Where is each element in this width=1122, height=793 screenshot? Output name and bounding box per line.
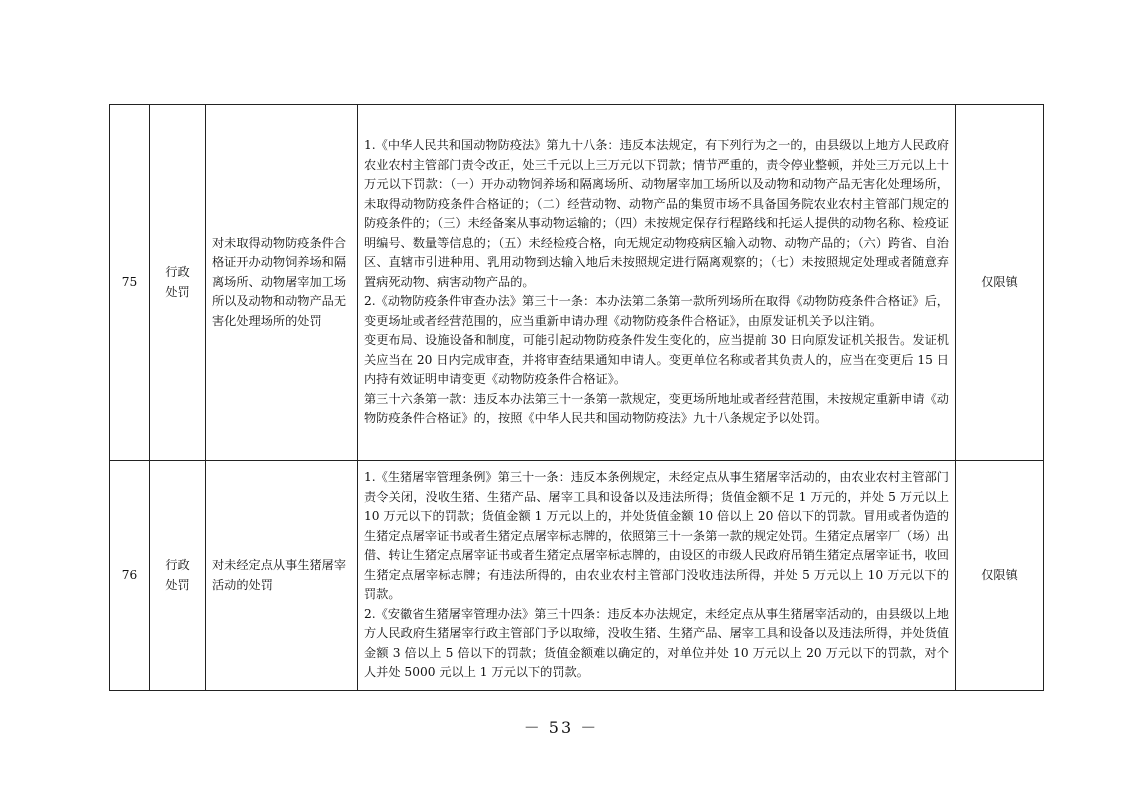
basis-paragraph: 第三十六条第一款：违反本办法第三十一条第一款规定，变更场所地址或者经营范围，未按规定重新申请《动物防疫条件合格证》的，按照《中华人民共和国动物防疫法》九十八条规定予以处罚。 <box>364 391 949 426</box>
row-note: 仅限镇 <box>956 105 1044 461</box>
page-number: － 53 － <box>523 718 599 737</box>
row-type <box>150 105 206 461</box>
row-name: 对未经定点从事生猪屠宰活动的处罚 <box>206 461 358 691</box>
basis-paragraph: 2.《安徽省生猪屠宰管理办法》第三十四条：违反本办法规定，未经定点从事生猪屠宰活动的，由县级以上地方人民政府生猪屠宰行政主管部门予以取缔，没收生猪、生猪产品、屠宰工具和设备以及违法所得，并处货值金额 3 倍以上 5 倍以下的罚款；货值金额难以确定的，对单位并处 10 万元以上 20 万元以下的罚款，对个人并处 5000 元以上 1 万元以下的罚款。 <box>364 606 949 680</box>
row-basis <box>358 461 956 691</box>
row-type-text: 行政处罚 <box>165 265 190 299</box>
basis-paragraph: 2.《动物防疫条件审查办法》第三十一条：本办法第二条第一款所列场所在取得《动物防疫条件合格证》后，变更场址或者经营范围的，应当重新申请办理《动物防疫条件合格证》，由原发证机关予以注销。 <box>364 294 949 328</box>
row-basis <box>358 105 956 461</box>
row-type <box>150 461 206 691</box>
basis-paragraph: 1.《中华人民共和国动物防疫法》第九十八条：违反本法规定，有下列行为之一的，由县级以上地方人民政府农业农村主管部门责令改正，处三千元以上三万元以下罚款；情节严重的，责令停业整顿，并处三万元以上十万元以下罚款：（一）开办动物饲养场和隔离场所、动物屠宰加工场所以及动物和动物产品无害化处理场所，未取得动物防疫条件合格证的；（二）经营动物、动物产品的集贸市场不具备国务院农业农村主管部门规定的防疫条件的；（三）未经备案从事动物运输的；（四）未按规定保存行程路线和托运人提供的动物名称、检疫证明编号、数量等信息的；（五）未经检疫合格，向无规定动物疫病区输入动物、动物产品的；（六）跨省、自治区、直辖市引进种用、乳用动物到达输入地后未按照规定进行隔离观察的；（七）未按照规定处理或者随意弃置病死动物、病害动物产品的。 <box>364 138 949 289</box>
basis-paragraph: 1.《生猪屠宰管理条例》第三十一条：违反本条例规定，未经定点从事生猪屠宰活动的，由农业农村主管部门责令关闭，没收生猪、生猪产品、屠宰工具和设备以及违法所得；货值金额不足 1 万元的，并处 5 万元以上 10 万元以下的罚款；货值金额 1 万元以上的，并处货值金额 10 倍以上 20 倍以下的罚款。冒用或者伪造的生猪定点屠宰证书或者生猪定点屠宰标志牌的，依照第三十一条第一款的规定处罚。生猪定点屠宰厂（场）出借、转让生猪定点屠宰证书或者生猪定点屠宰标志牌的，由设区的市级人民政府吊销生猪定点屠宰证书，收回生猪定点屠宰标志牌；有违法所得的，由农业农村主管部门没收违法所得，并处 5 万元以上 10 万元以下的罚款。 <box>364 470 949 602</box>
row-name: 对未取得动物防疫条件合格证开办动物饲养场和隔离场所、动物屠宰加工场所以及动物和动物产品无害化处理场所的处罚 <box>206 105 358 461</box>
table-row <box>110 461 1044 691</box>
row-type-text: 行政处罚 <box>165 558 190 592</box>
row-number: 76 <box>110 461 150 691</box>
row-number: 75 <box>110 105 150 461</box>
row-note: 仅限镇 <box>956 461 1044 691</box>
basis-paragraph: 变更布局、设施设备和制度，可能引起动物防疫条件发生变化的，应当提前 30 日向原发证机关报告。发证机关应当在 20 日内完成审查，并将审查结果通知申请人。变更单位名称或者其负责人的，应当在变更后 15 日内持有效证明申请变更《动物防疫条件合格证》。 <box>364 333 949 387</box>
penalty-table <box>109 104 1044 691</box>
table-row <box>110 105 1044 461</box>
